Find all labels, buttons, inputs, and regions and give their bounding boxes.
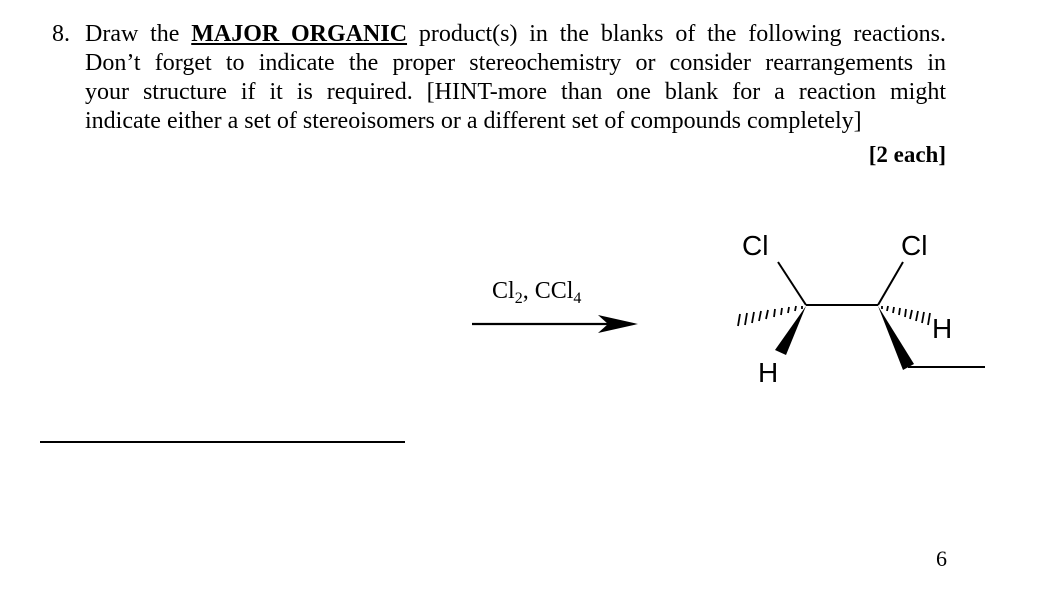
atom-label-cl-right: Cl [901,230,928,261]
points-label: [2 each] [868,142,946,167]
question-line-text: Don’t forget to indicate the proper stereochemistry or consider rearrangements in [85,50,946,76]
reagent-label [492,278,581,305]
reagent-ccl-subscript: 4 [573,290,582,307]
product-structure [720,222,1010,397]
atom-label-h-right: H [932,313,953,344]
hashed-wedge-right [882,306,930,325]
bond-c1-cl [778,262,806,305]
solid-wedge-left [775,306,806,355]
question-number: 8. [52,21,70,47]
reagent-cl-subscript: 2 [514,290,523,307]
hashed-wedge-left [738,306,802,326]
atom-label-cl-left: Cl [742,230,769,261]
answer-blank-line[interactable] [40,441,405,443]
reagent-separator: , CCl [522,278,574,304]
question-line-4 [52,107,946,136]
page-number: 6 [936,546,947,571]
question-text-before: Draw the [85,21,192,47]
question-block [52,20,946,136]
question-text-after: product(s) in the blanks of the following reactions. [407,21,946,47]
reagent-cl: Cl [492,278,515,304]
atom-label-h-left: H [758,357,779,388]
question-line-3 [52,78,946,107]
major-organic-phrase: MAJOR ORGANIC [191,21,408,47]
question-line-text: indicate either a set of stereoisomers or a different set of compounds completely] [85,108,862,134]
question-line-1 [52,20,946,49]
solid-wedge-right [878,306,914,370]
reaction-arrow [470,312,645,336]
question-line-2 [52,49,946,78]
bond-c2-cl [878,262,903,305]
question-line-text: your structure if it is required. [HINT-more than one blank for a reaction might [85,79,946,105]
question-line-text [85,20,946,49]
